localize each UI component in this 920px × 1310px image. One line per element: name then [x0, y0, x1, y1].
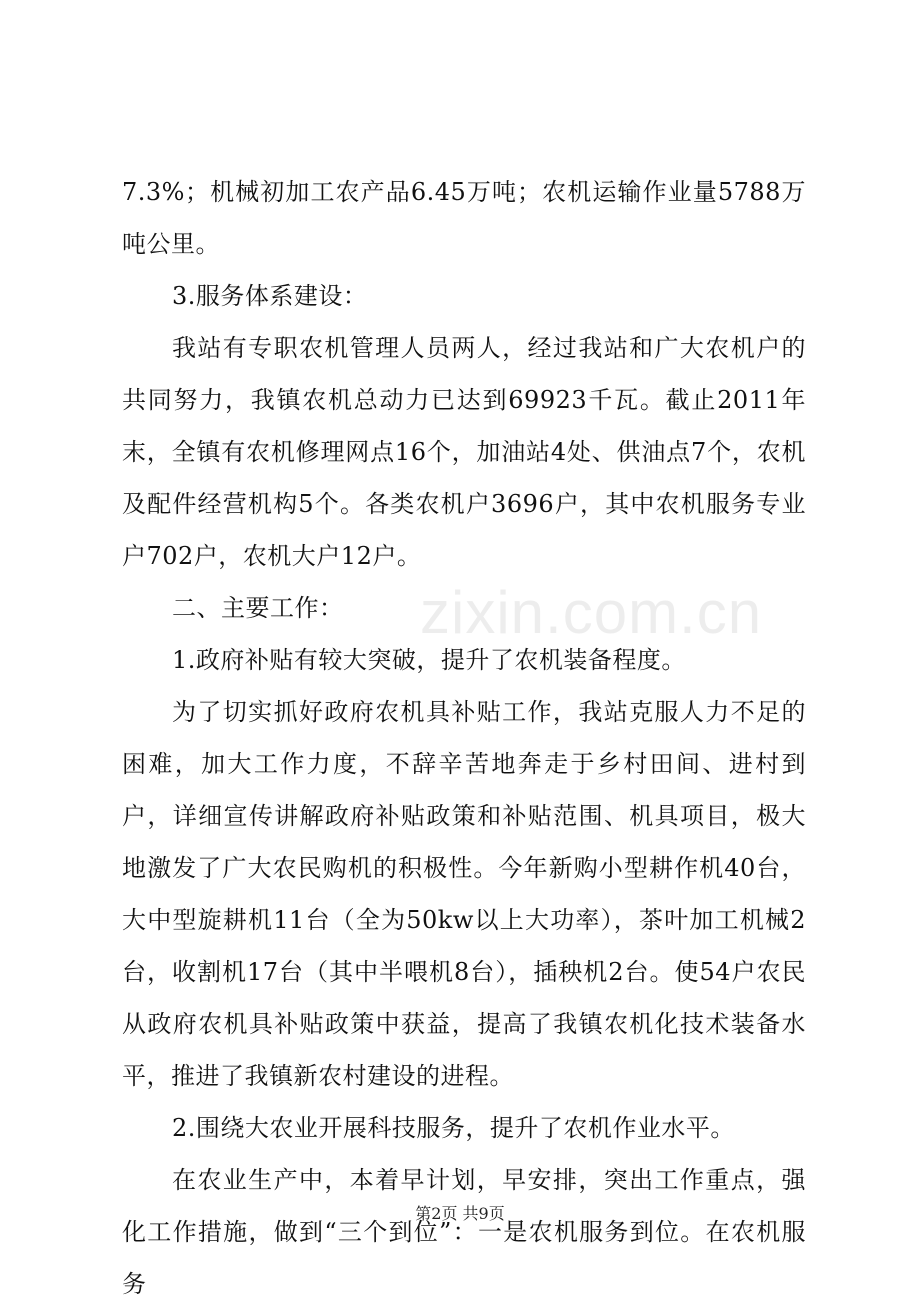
paragraph-heading-subsidy: 1.政府补贴有较大突破，提升了农机装备程度。: [172, 646, 686, 674]
document-body: [122, 166, 806, 1310]
paragraph-heading-tech-service: 2.围绕大农业开展科技服务，提升了农机作业水平。: [172, 1114, 735, 1142]
paragraph-heading-service-system: 3.服务体系建设：: [172, 282, 368, 310]
paragraph-tech-service-body: 在农业生产中，本着早计划，早安排，突出工作重点，强化工作措施，做到“三个到位”：一是农机服务到位。在农机服务: [122, 1166, 806, 1298]
page-number-footer: 第2页 共9页: [415, 1204, 505, 1223]
watermark-text: zixin.com.cn: [420, 579, 763, 646]
paragraph-heading-main-work: 二、主要工作：: [172, 594, 344, 622]
paragraph-service-system-body: 我站有专职农机管理人员两人，经过我站和广大农机户的共同努力，我镇农机总动力已达到69923千瓦。截止2011年末，全镇有农机修理网点16个，加油站4处、供油点7个，农机及配件经营机构5个。各类农机户3696户，其中农机服务专业户702户，农机大户12户。: [122, 334, 806, 570]
paragraph-subsidy-body: 为了切实抓好政府农机具补贴工作，我站克服人力不足的困难，加大工作力度，不辞辛苦地奔走于乡村田间、进村到户，详细宣传讲解政府补贴政策和补贴范围、机具项目，极大地激发了广大农民购机的积极性。今年新购小型耕作机40台，大中型旋耕机11台（全为50kw以上大功率），茶叶加工机械2台，收割机17台（其中半喂机8台），插秧机2台。使54户农民从政府农机具补贴政策中获益，提高了我镇农机化技术装备水平，推进了我镇新农村建设的进程。: [122, 698, 806, 1090]
paragraph-continuation: 7.3%；机械初加工农产品6.45万吨；农机运输作业量5788万吨公里。: [122, 178, 806, 258]
